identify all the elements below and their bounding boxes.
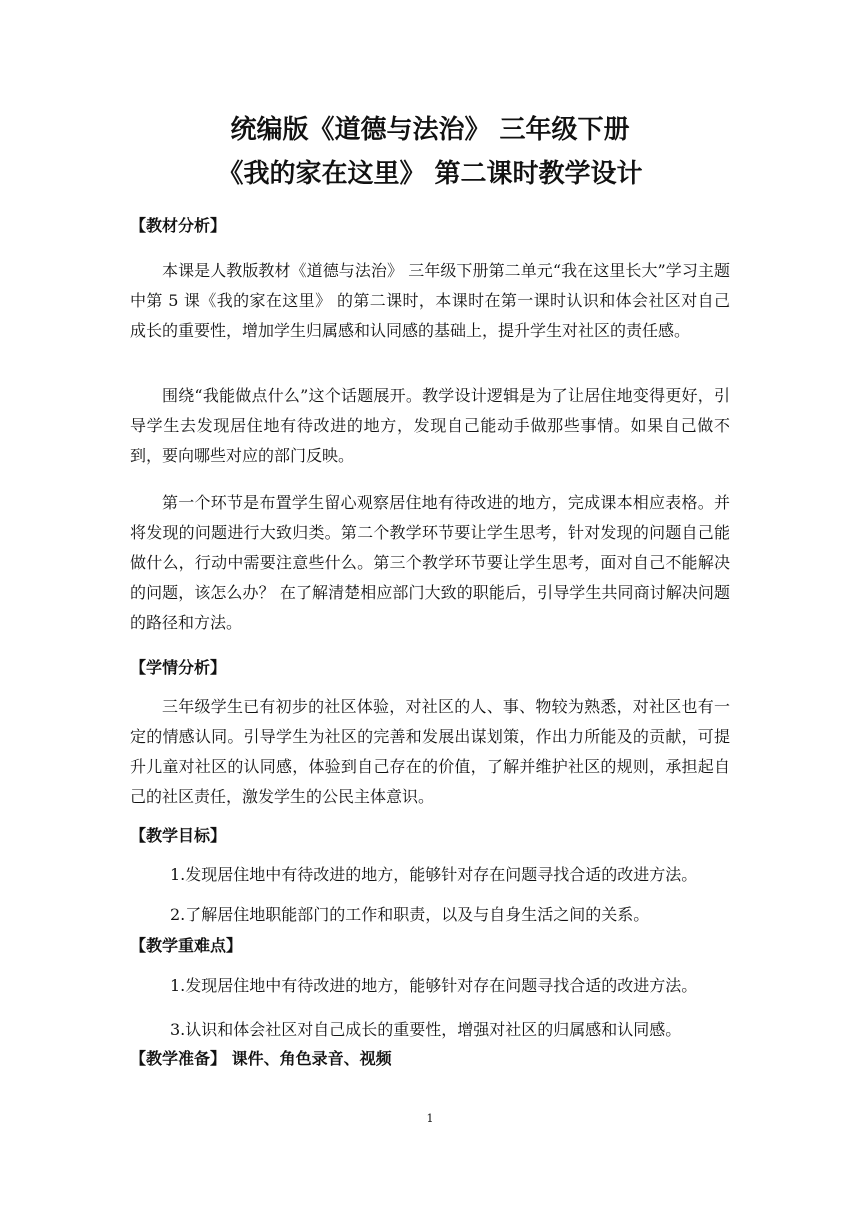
section-heading-student-analysis: 【学情分析】 [130, 658, 227, 677]
key-point-item-1: 1.发现居住地中有待改进的地方，能够针对存在问题寻找合适的改进方法。 [170, 976, 698, 995]
page-number: 1 [426, 1112, 434, 1125]
section-heading-preparation: 【教学准备】 课件、角色录音、视频 [130, 1049, 392, 1068]
document-title-line-1: 统编版《道德与法治》 三年级下册 [230, 115, 630, 145]
paragraph-material-analysis-3: 第一个环节是布置学生留心观察居住地有待改进的地方，完成课本相应表格。并将发现的问题进行大致归类。第二个教学环节要让学生思考，针对发现的问题自己能做什么，行动中需要注意些什么。第三个教学环节要让学生思考，面对自己不能解决的问题，该怎么办？ 在了解清楚相应部门大致的职能后，引导学生共同商讨解决问题的路径和方法。 [130, 493, 730, 632]
section-heading-material-analysis: 【教材分析】 [130, 216, 227, 235]
paragraph-material-analysis-2: 围绕“我能做点什么”这个话题展开。教学设计逻辑是为了让居住地变得更好，引导学生去发现居住地有待改进的地方，发现自己能动手做那些事情。如果自己做不到，要向哪些对应的部门反映。 [130, 386, 730, 465]
section-heading-key-points: 【教学重难点】 [130, 936, 243, 955]
objective-item-1: 1.发现居住地中有待改进的地方，能够针对存在问题寻找合适的改进方法。 [170, 865, 698, 884]
objective-item-2: 2.了解居住地职能部门的工作和职责，以及与自身生活之间的关系。 [170, 905, 650, 924]
paragraph-student-analysis: 三年级学生已有初步的社区体验，对社区的人、事、物较为熟悉，对社区也有一定的情感认同。引导学生为社区的完善和发展出谋划策，作出力所能及的贡献，可提升儿童对社区的认同感，体验到自己存在的价值，了解并维护社区的规则，承担起自己的社区责任，激发学生的公民主体意识。 [130, 697, 730, 806]
paragraph-material-analysis-1: 本课是人教版教材《道德与法治》 三年级下册第二单元“我在这里长大”学习主题中第 5 课《我的家在这里》 的第二课时，本课时在第一课时认识和体会社区对自己成长的重要性，增加学生归属感和认同感的基础上，提升学生对社区的责任感。 [130, 261, 730, 340]
key-point-item-2: 3.认识和体会社区对自己成长的重要性，增强对社区的归属感和认同感。 [170, 1020, 682, 1039]
section-heading-objectives: 【教学目标】 [130, 826, 227, 845]
document-title-line-2: 《我的家在这里》 第二课时教学设计 [217, 159, 643, 189]
